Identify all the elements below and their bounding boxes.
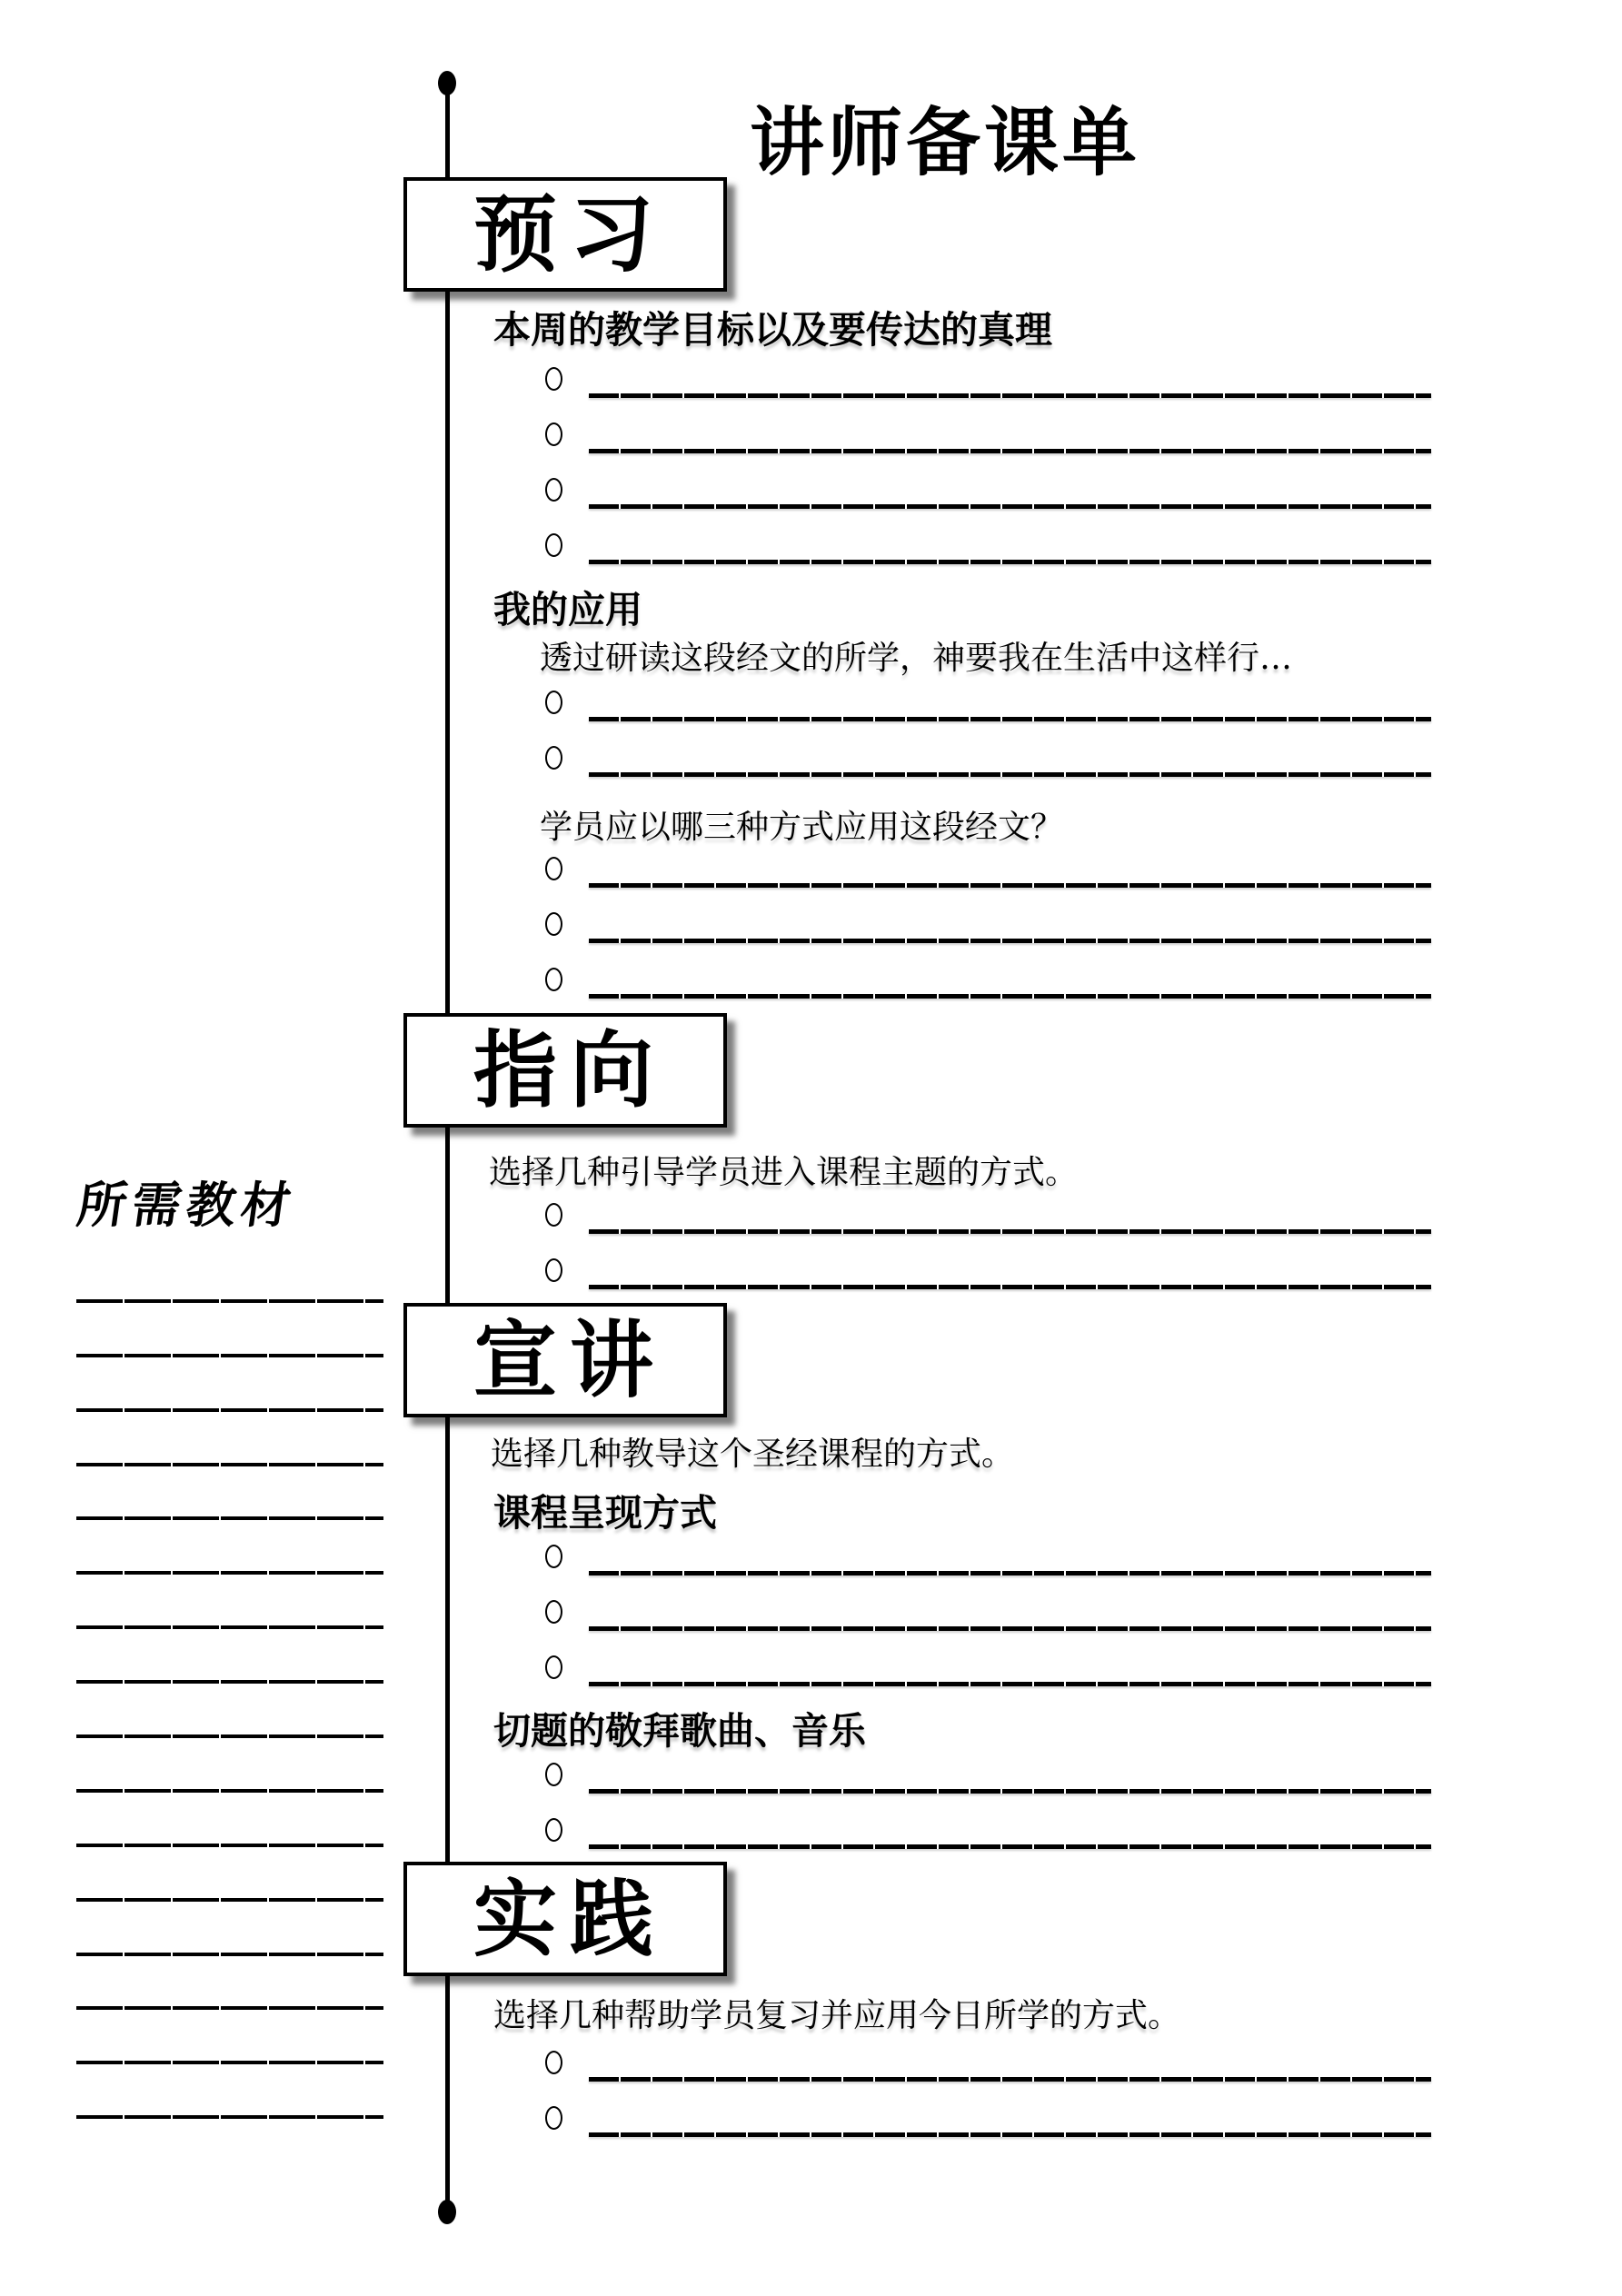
students-bullet-list — [536, 840, 1431, 1006]
circle-bullet-icon — [545, 1600, 562, 1624]
circle-bullet-icon — [545, 1763, 562, 1786]
circle-bullet-icon — [545, 968, 562, 991]
section-label-proclaim: 宣讲 — [473, 1311, 666, 1409]
circle-bullet-icon — [545, 1258, 562, 1282]
bullet-row — [536, 1801, 1431, 1856]
circle-bullet-icon — [545, 746, 562, 770]
section-box-point — [403, 1013, 727, 1128]
circle-bullet-icon — [545, 2106, 562, 2130]
materials-blank-line — [76, 1357, 383, 1412]
blank-write-line — [589, 1789, 1431, 1794]
students-prompt: 学员应以哪三种方式应用这段经文？ — [540, 809, 1064, 846]
circle-bullet-icon — [545, 2051, 562, 2074]
application-prompt: 透过研读这段经文的所学，神要我在生活中这样行… — [540, 640, 1293, 677]
bullet-row — [536, 1583, 1431, 1638]
section-label-point: 指向 — [473, 1021, 666, 1119]
blank-write-line — [589, 2077, 1431, 2082]
materials-blank-line — [76, 1248, 383, 1303]
circle-bullet-icon — [545, 1655, 562, 1679]
materials-blank-line — [76, 1847, 383, 1902]
application-bullet-list — [536, 673, 1431, 784]
section-box-preview — [403, 177, 727, 292]
bullet-row — [536, 895, 1431, 950]
materials-blank-line — [76, 1520, 383, 1575]
blank-write-line — [589, 1229, 1431, 1234]
materials-line-list — [76, 1248, 383, 2119]
materials-blank-line — [76, 1902, 383, 1956]
circle-bullet-icon — [545, 533, 562, 557]
blank-write-line — [589, 772, 1431, 777]
bullet-row — [536, 1638, 1431, 1694]
blank-write-line — [589, 883, 1431, 888]
materials-blank-line — [76, 1684, 383, 1738]
circle-bullet-icon — [545, 1818, 562, 1842]
bullet-row — [536, 2089, 1431, 2144]
materials-blank-line — [76, 1303, 383, 1357]
goals-bullet-list — [536, 350, 1431, 572]
blank-write-line — [589, 449, 1431, 453]
materials-blank-line — [76, 1793, 383, 1847]
page-title: 讲师备课单 — [749, 99, 1140, 186]
section-box-proclaim — [403, 1303, 727, 1417]
point-prompt: 选择几种引导学员进入课程主题的方式。 — [489, 1154, 1079, 1191]
circle-bullet-icon — [545, 857, 562, 880]
worship-heading: 切题的敬拜歌曲、音乐 — [493, 1709, 866, 1753]
blank-write-line — [589, 2132, 1431, 2137]
my-application-heading: 我的应用 — [493, 588, 642, 631]
presentation-heading: 课程呈现方式 — [493, 1491, 717, 1535]
blank-write-line — [589, 1285, 1431, 1289]
circle-bullet-icon — [545, 912, 562, 936]
materials-blank-line — [76, 2064, 383, 2119]
practice-bullet-list — [536, 2033, 1431, 2144]
bullet-row — [536, 350, 1431, 405]
materials-blank-line — [76, 1466, 383, 1521]
blank-write-line — [589, 393, 1431, 398]
materials-blank-line — [76, 1412, 383, 1466]
bullet-row — [536, 2033, 1431, 2089]
bullet-row — [536, 950, 1431, 1006]
blank-write-line — [589, 939, 1431, 943]
worship-bullet-list — [536, 1745, 1431, 1856]
proclaim-prompt: 选择几种教导这个圣经课程的方式。 — [491, 1436, 1015, 1473]
bullet-row — [536, 516, 1431, 572]
bullet-row — [536, 1241, 1431, 1297]
section-box-practice — [403, 1862, 727, 1976]
materials-blank-line — [76, 2010, 383, 2064]
blank-write-line — [589, 504, 1431, 509]
bullet-row — [536, 461, 1431, 516]
bullet-row — [536, 1745, 1431, 1801]
materials-blank-line — [76, 1738, 383, 1793]
circle-bullet-icon — [545, 1545, 562, 1568]
bullet-row — [536, 673, 1431, 729]
blank-write-line — [589, 1844, 1431, 1849]
goals-heading: 本周的教学目标以及要传达的真理 — [493, 308, 1052, 352]
circle-bullet-icon — [545, 478, 562, 502]
bullet-row — [536, 840, 1431, 895]
materials-label: 所需教材 — [74, 1176, 301, 1234]
materials-blank-line — [76, 1575, 383, 1629]
timeline-start-dot-icon — [438, 71, 456, 95]
materials-blank-line — [76, 1629, 383, 1684]
practice-prompt: 选择几种帮助学员复习并应用今日所学的方式。 — [493, 1997, 1181, 2034]
blank-write-line — [589, 1626, 1431, 1631]
section-label-preview: 预习 — [473, 185, 666, 283]
bullet-row — [536, 729, 1431, 784]
bullet-row — [536, 1186, 1431, 1241]
bullet-row — [536, 405, 1431, 461]
blank-write-line — [589, 1682, 1431, 1686]
point-bullet-list — [536, 1186, 1431, 1297]
presentation-bullet-list — [536, 1527, 1431, 1694]
blank-write-line — [589, 994, 1431, 999]
circle-bullet-icon — [545, 691, 562, 714]
materials-blank-line — [76, 1956, 383, 2011]
circle-bullet-icon — [545, 367, 562, 391]
bullet-row — [536, 1527, 1431, 1583]
timeline-end-dot-icon — [438, 2200, 456, 2224]
blank-write-line — [589, 717, 1431, 721]
blank-write-line — [589, 1571, 1431, 1575]
section-label-practice: 实践 — [473, 1870, 666, 1968]
circle-bullet-icon — [545, 422, 562, 446]
circle-bullet-icon — [545, 1203, 562, 1227]
blank-write-line — [589, 560, 1431, 564]
